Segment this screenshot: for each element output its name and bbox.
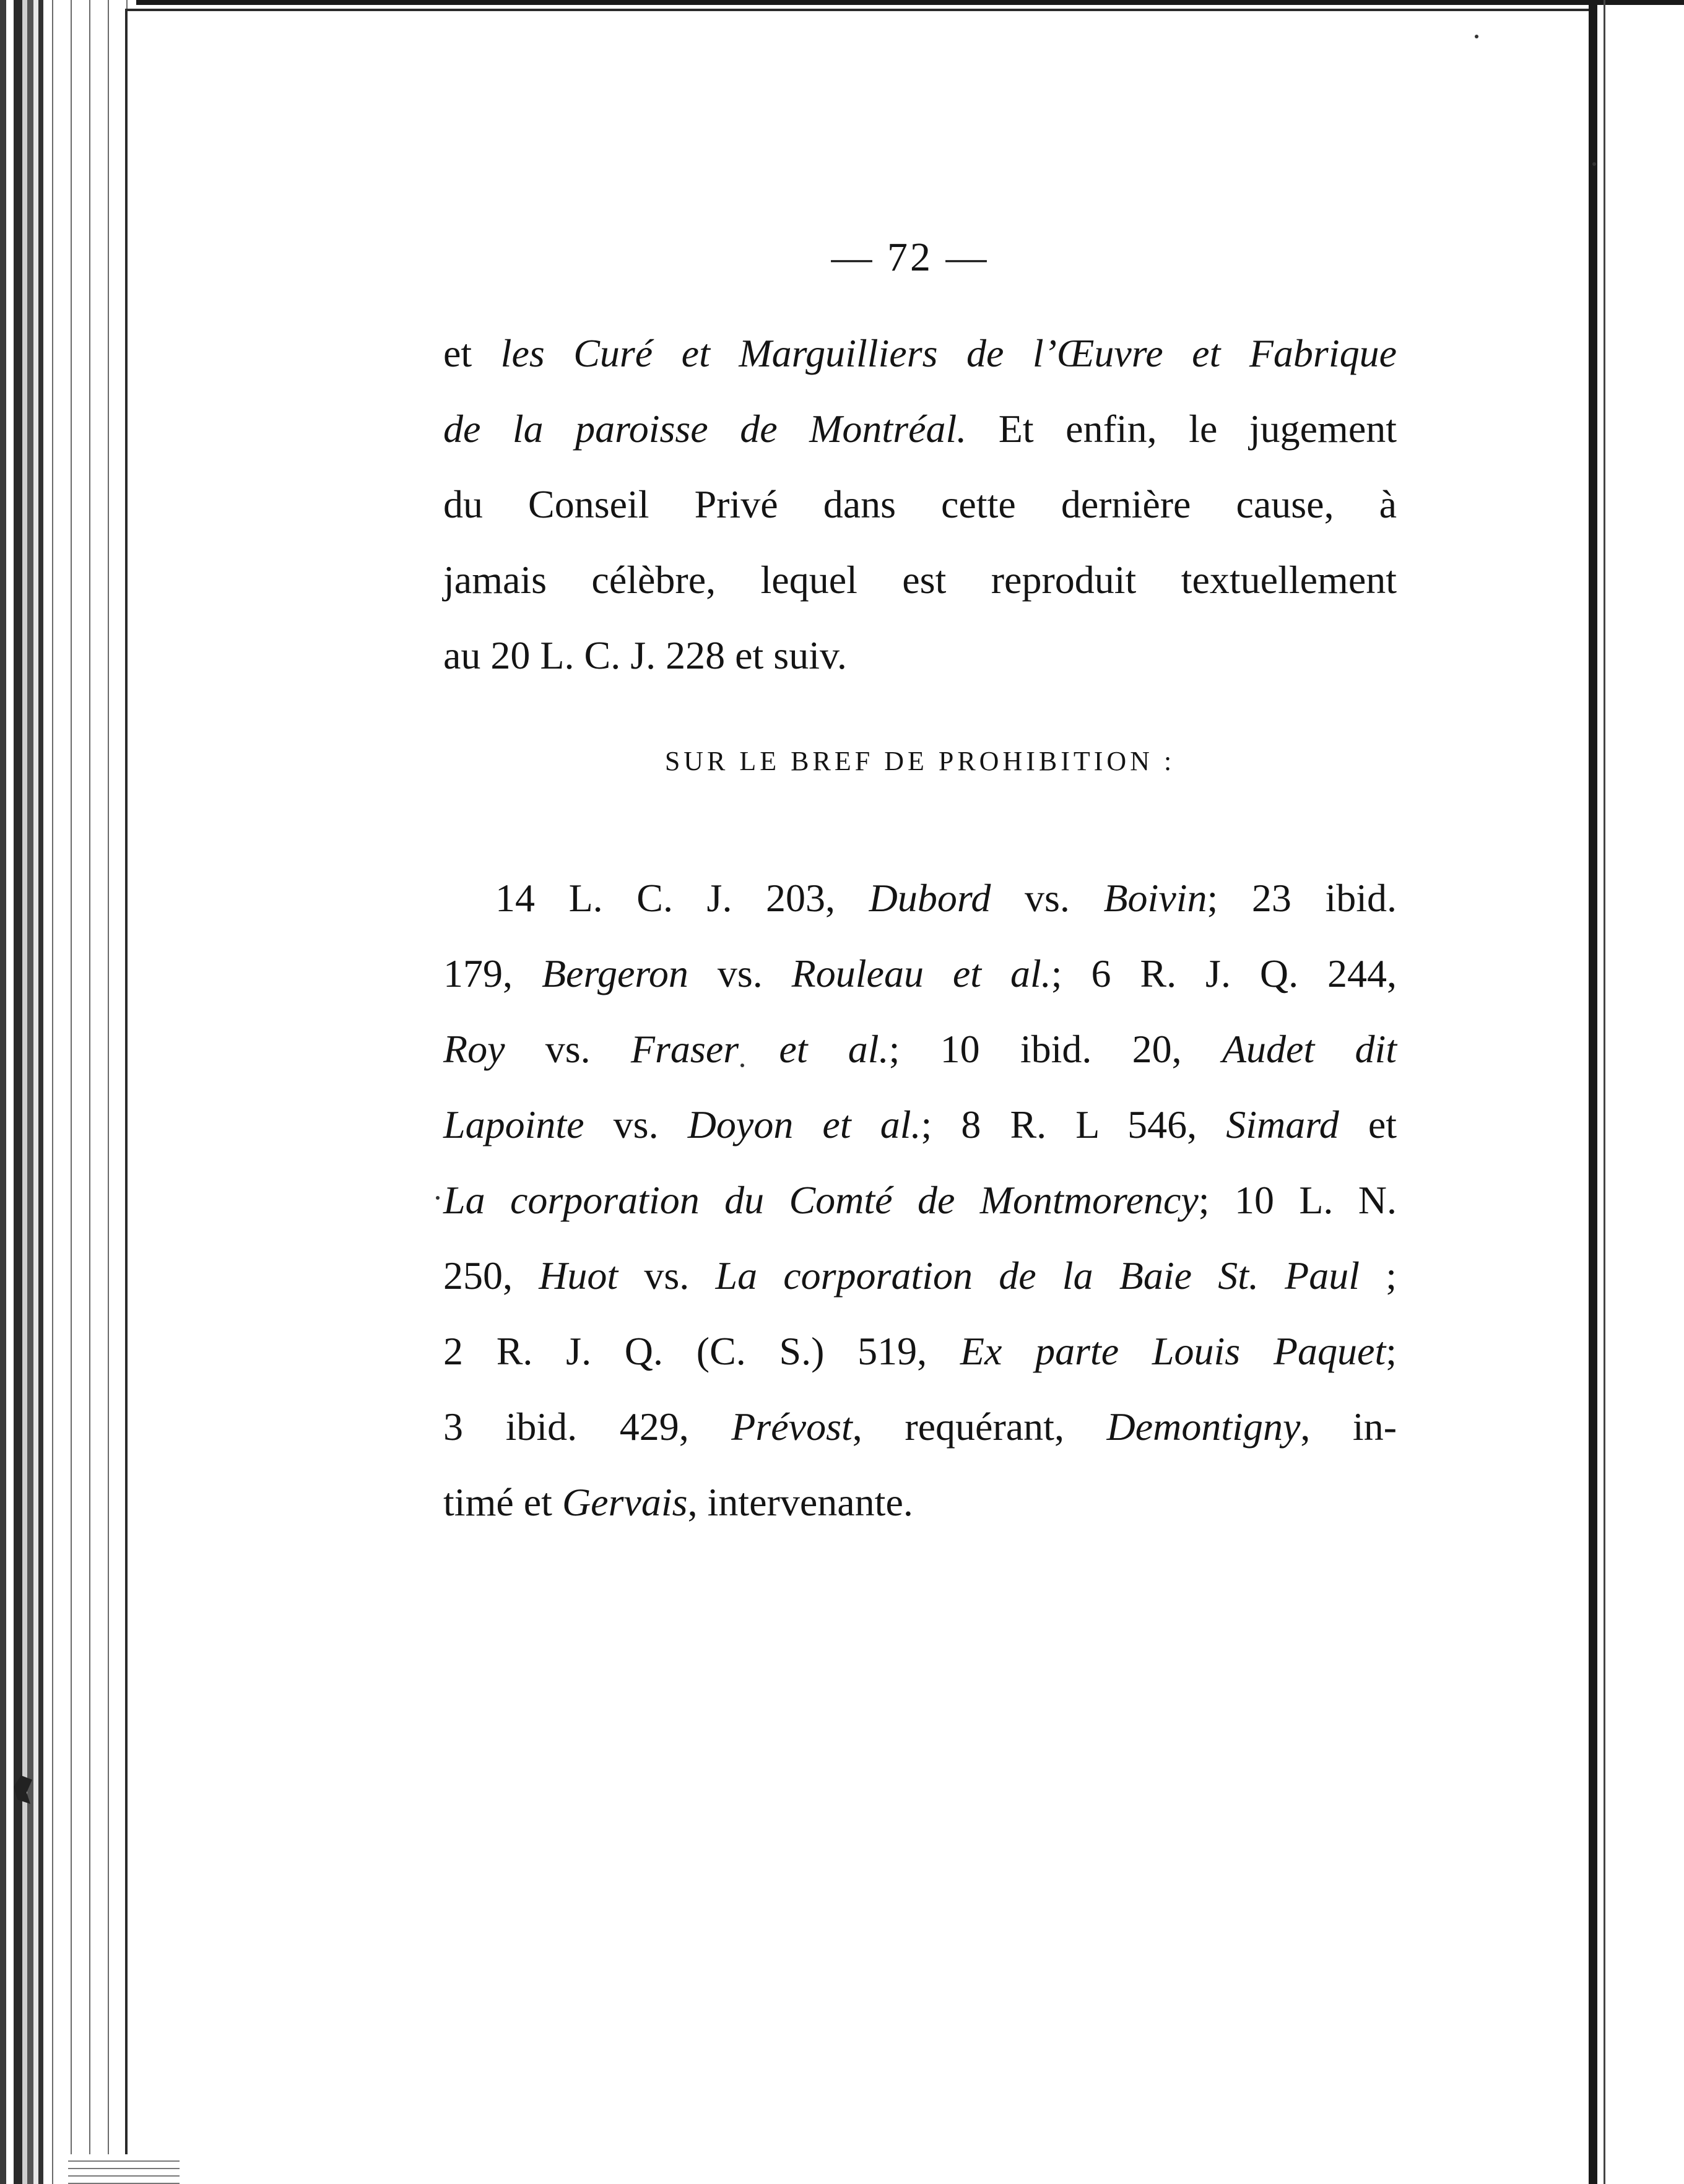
speck: [436, 1196, 440, 1200]
text-line: de la paroisse de Montréal. Et enfin, le jugement: [443, 407, 1397, 451]
text-line: 14 L. C. J. 203, Dubord vs. Boivin; 23 ibid.: [495, 876, 1397, 920]
page-stack-left: [0, 0, 43, 2184]
speck: [1475, 35, 1478, 38]
text-line: La corporation du Comté de Montmorency; 10 L. N.: [443, 1178, 1397, 1222]
page-top-border: [125, 9, 1591, 11]
text-line: 3 ibid. 429, Prévost, requérant, Demontigny, in-: [443, 1405, 1397, 1449]
speck: [1592, 162, 1596, 166]
scan-top-edge: [0, 0, 1684, 5]
page-number: — 72 —: [831, 235, 989, 280]
page-right-thin-border: [1604, 0, 1605, 2184]
paragraph-1: [443, 316, 1397, 693]
text-line: et les Curé et Marguilliers de l’Œuvre et Fabrique: [443, 331, 1397, 375]
page-left-border: [125, 9, 128, 2175]
page-stack-bottom: [68, 2154, 180, 2184]
text-line: Roy vs. Fraser et al.; 10 ibid. 20, Audet dit: [443, 1027, 1397, 1071]
text-line: Lapointe vs. Doyon et al.; 8 R. L 546, Simard et: [443, 1103, 1397, 1146]
page-right-border: [1589, 0, 1597, 2184]
text-line: du Conseil Privé dans cette dernière cause, à: [443, 482, 1397, 526]
text-line: timé et Gervais, intervenante.: [443, 1480, 913, 1524]
section-heading: SUR LE BREF DE PROHIBITION :: [664, 746, 1176, 776]
page-stack-lines: [43, 0, 136, 2184]
text-line: jamais célèbre, lequel est reproduit textuellement: [443, 558, 1397, 602]
text-line: 179, Bergeron vs. Rouleau et al.; 6 R. J. Q. 244,: [443, 951, 1397, 995]
text-line: au 20 L. C. J. 228 et suiv.: [443, 633, 847, 677]
text-line: 250, Huot vs. La corporation de la Baie St. Paul ;: [443, 1254, 1397, 1298]
paragraph-2: [443, 860, 1397, 1540]
text-line: 2 R. J. Q. (C. S.) 519, Ex parte Louis Paquet;: [443, 1329, 1397, 1373]
